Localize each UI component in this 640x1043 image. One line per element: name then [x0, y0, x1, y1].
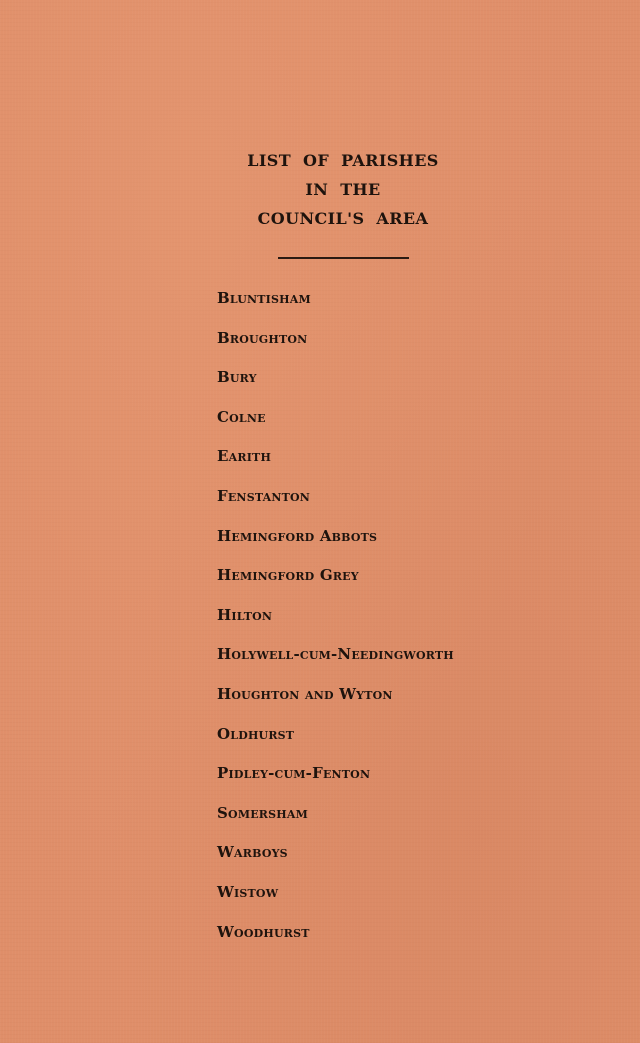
parish-list	[217, 286, 454, 959]
title-line-1: LIST OF PARISHES	[247, 151, 439, 170]
parish-item: Hemingford Abbots	[217, 526, 378, 545]
parish-item: Houghton and Wyton	[217, 684, 393, 703]
page-title	[0, 146, 640, 233]
title-divider	[278, 257, 409, 259]
parish-item: Woodhurst	[217, 922, 310, 941]
parish-item: Holywell-cum-Needingworth	[217, 645, 454, 664]
parish-item: Hilton	[217, 605, 273, 624]
parish-item: Warboys	[217, 843, 288, 862]
title-line-2: IN THE	[305, 180, 381, 199]
parish-item: Oldhurst	[217, 724, 295, 743]
parish-item: Earith	[217, 447, 272, 466]
parish-item: Somersham	[217, 803, 308, 822]
parish-item: Bluntisham	[217, 289, 311, 307]
parish-item: Broughton	[217, 328, 308, 347]
parish-item: Hemingford Grey	[217, 566, 359, 585]
parish-item: Fenstanton	[217, 486, 311, 505]
parish-item: Wistow	[217, 882, 279, 901]
title-line-3: COUNCIL'S AREA	[257, 209, 429, 228]
parish-item: Bury	[217, 368, 257, 387]
parish-item: Colne	[217, 407, 266, 426]
parish-item: Pidley-cum-Fenton	[217, 764, 371, 783]
